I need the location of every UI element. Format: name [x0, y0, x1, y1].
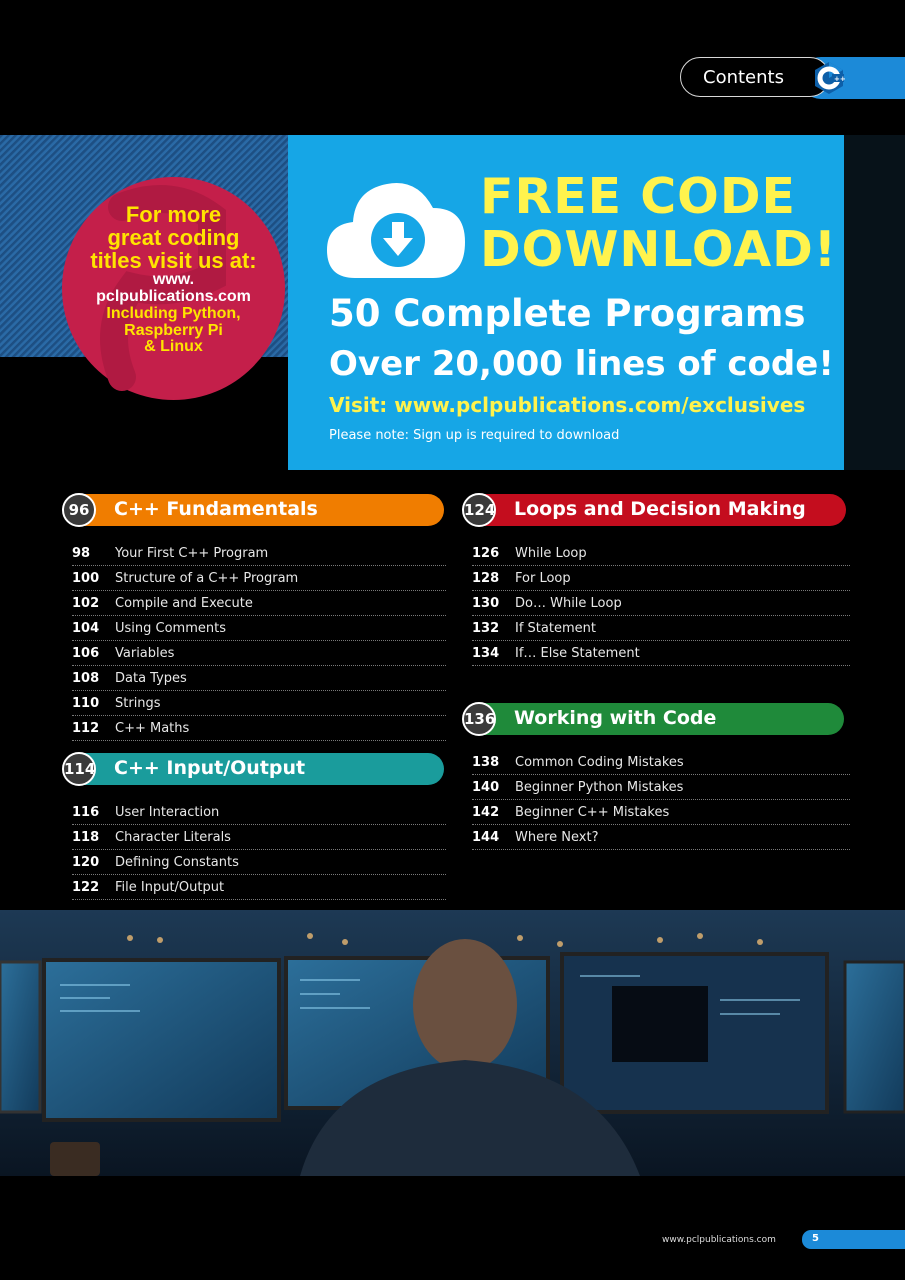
item-label: Using Comments: [115, 621, 226, 636]
item-page: 98: [72, 546, 91, 561]
section-page-badge: 136: [462, 702, 496, 736]
programmer-photo: [0, 910, 905, 1176]
list-item[interactable]: [72, 541, 446, 566]
item-page: 138: [472, 755, 500, 770]
item-label: User Interaction: [115, 805, 220, 820]
item-label: Strings: [115, 696, 161, 711]
item-label: Where Next?: [515, 830, 599, 845]
item-page: 106: [72, 646, 100, 661]
promo-line: & Linux: [144, 338, 203, 356]
item-page: 130: [472, 596, 500, 611]
item-label: Character Literals: [115, 830, 231, 845]
list-item[interactable]: [72, 566, 446, 591]
item-label: Beginner Python Mistakes: [515, 780, 684, 795]
promo-line: Including Python,: [106, 304, 241, 322]
list-item[interactable]: [72, 691, 446, 716]
list-item[interactable]: [472, 800, 850, 825]
banner-visit-link[interactable]: Visit: www.pclpublications.com/exclusives: [329, 393, 806, 417]
item-label: Structure of a C++ Program: [115, 571, 299, 586]
promo-url: pclpublications.com: [96, 288, 251, 306]
list-item[interactable]: [72, 875, 446, 900]
item-page: 132: [472, 621, 500, 636]
item-page: 120: [72, 855, 100, 870]
promo-text: [62, 203, 285, 356]
section-page-badge: 114: [62, 752, 96, 786]
item-label: Common Coding Mistakes: [515, 755, 684, 770]
section-list-input-output: [72, 800, 446, 900]
item-page: 144: [472, 830, 500, 845]
list-item[interactable]: [472, 541, 850, 566]
section-header-input-output[interactable]: [62, 753, 444, 785]
item-page: 128: [472, 571, 500, 586]
item-page: 126: [472, 546, 500, 561]
banner-title-line: FREE CODE: [480, 168, 796, 225]
item-page: 112: [72, 721, 100, 736]
list-item[interactable]: [472, 750, 850, 775]
promo-line: Raspberry Pi: [124, 321, 223, 339]
promo-line: www.: [152, 271, 195, 289]
item-page: 108: [72, 671, 100, 686]
section-list-fundamentals: [72, 541, 446, 741]
item-label: If… Else Statement: [515, 646, 640, 661]
item-page: 102: [72, 596, 100, 611]
item-page: 140: [472, 780, 500, 795]
item-label: File Input/Output: [115, 880, 225, 895]
page-number-badge: [802, 1230, 905, 1249]
section-header-working-with-code[interactable]: [462, 703, 844, 735]
section-title: Working with Code: [514, 707, 717, 729]
list-item[interactable]: [72, 800, 446, 825]
programmer-photo-illustration: [0, 910, 905, 1176]
item-label: Beginner C++ Mistakes: [515, 805, 670, 820]
footer-url[interactable]: www.pclpublications.com: [662, 1235, 776, 1245]
banner-lines: Over 20,000 lines of code!: [329, 344, 834, 384]
item-label: C++ Maths: [115, 721, 190, 736]
promo-line: great coding: [107, 225, 240, 251]
section-header-loops[interactable]: [462, 494, 846, 526]
section-list-working-with-code: [472, 750, 850, 850]
section-title: C++ Input/Output: [114, 757, 306, 779]
banner-note: Please note: Sign up is required to download: [329, 428, 620, 443]
list-item[interactable]: [72, 716, 446, 741]
item-label: If Statement: [515, 621, 596, 636]
list-item[interactable]: [72, 666, 446, 691]
section-title: Loops and Decision Making: [514, 498, 806, 520]
contents-pill: [680, 57, 830, 97]
section-title: C++ Fundamentals: [114, 498, 318, 520]
banner-dark-edge: [844, 135, 905, 470]
item-label: Defining Constants: [115, 855, 239, 870]
list-item[interactable]: [472, 591, 850, 616]
item-page: 122: [72, 880, 100, 895]
item-page: 142: [472, 805, 500, 820]
item-label: Variables: [115, 646, 175, 661]
item-page: 100: [72, 571, 100, 586]
list-item[interactable]: [72, 616, 446, 641]
item-page: 118: [72, 830, 100, 845]
promo-line: titles visit us at:: [90, 248, 257, 274]
list-item[interactable]: [72, 850, 446, 875]
item-label: Do… While Loop: [515, 596, 622, 611]
item-page: 134: [472, 646, 500, 661]
item-label: For Loop: [515, 571, 571, 586]
section-list-loops: [472, 541, 850, 666]
banner-programs: 50 Complete Programs: [329, 292, 806, 335]
list-item[interactable]: [72, 641, 446, 666]
contents-tab: [680, 57, 905, 99]
item-label: Compile and Execute: [115, 596, 253, 611]
cpp-logo-icon: [812, 61, 846, 95]
list-item[interactable]: [472, 775, 850, 800]
item-page: 104: [72, 621, 100, 636]
item-label: While Loop: [515, 546, 587, 561]
item-page: 116: [72, 805, 100, 820]
list-item[interactable]: [472, 641, 850, 666]
list-item[interactable]: [472, 616, 850, 641]
list-item[interactable]: [72, 591, 446, 616]
section-page-badge: 96: [62, 493, 96, 527]
cloud-download-icon: [325, 170, 467, 280]
list-item[interactable]: [72, 825, 446, 850]
section-header-fundamentals[interactable]: [62, 494, 444, 526]
item-label: Data Types: [115, 671, 187, 686]
contents-label: Contents: [703, 67, 784, 88]
banner-title-line: DOWNLOAD!: [480, 221, 838, 278]
section-page-badge: 124: [462, 493, 496, 527]
page-number: 5: [812, 1233, 819, 1244]
svg-text:++: ++: [834, 75, 846, 83]
item-label: Your First C++ Program: [115, 546, 269, 561]
promo-line: For more: [125, 202, 222, 227]
list-item[interactable]: [472, 825, 850, 850]
list-item[interactable]: [472, 566, 850, 591]
item-page: 110: [72, 696, 100, 711]
banner-title: [480, 170, 840, 276]
